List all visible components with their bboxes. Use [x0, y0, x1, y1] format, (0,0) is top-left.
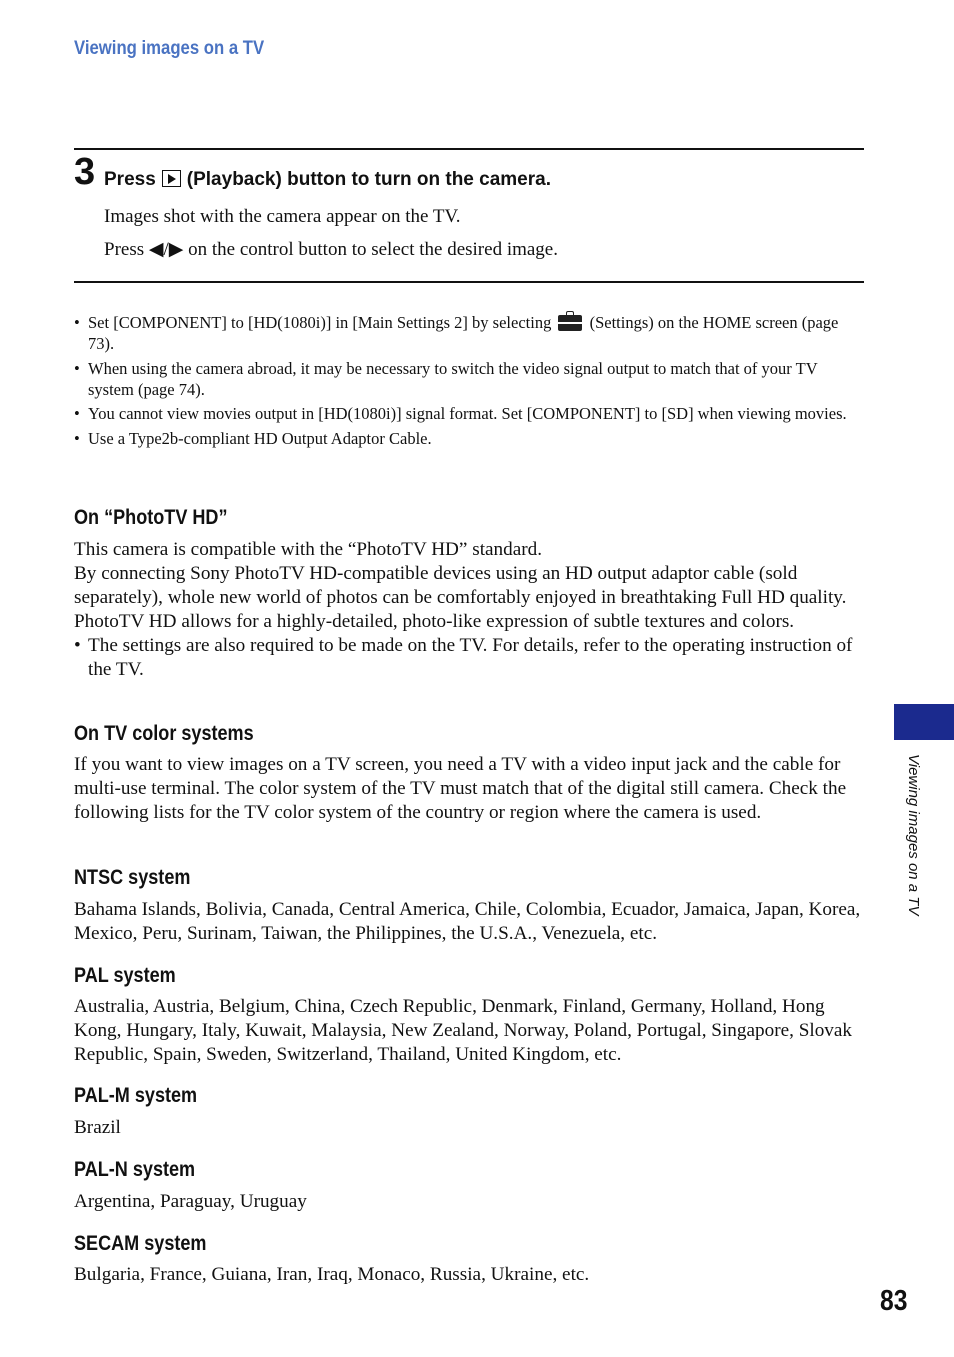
step-title-suffix: (Playback) button to turn on the camera.	[186, 169, 551, 190]
system-countries: Brazil	[74, 1117, 121, 1138]
settings-briefcase-icon	[558, 315, 582, 331]
phototv-heading: On “PhotoTV HD”	[74, 506, 228, 529]
chapter-tab	[894, 704, 954, 740]
phototv-paragraph: PhotoTV HD allows for a highly-detailed, photo-like expression of subtle textures and colors.	[74, 611, 795, 632]
bullet: •	[74, 358, 80, 378]
system-heading: PAL system	[74, 964, 176, 987]
top-rule	[74, 148, 864, 150]
phototv-bullet	[74, 634, 866, 682]
bullet: •	[74, 428, 80, 448]
step-description-1: Images shot with the camera appear on the TV.	[104, 206, 461, 227]
bullet: •	[74, 313, 80, 332]
color-systems-body: If you want to view images on a TV screen, you need a TV with a video input jack and the cable for multi-use terminal. The color system of the TV must match that of the digital still camera. Check the following lists for the TV color system of the country or region where the camera is used.	[74, 754, 847, 823]
notes-list	[74, 312, 864, 452]
note-text: You cannot view movies output in [HD(1080i)] signal format. Set [COMPONENT] to [SD] when viewing movies.	[88, 404, 847, 423]
system-heading: PAL-M system	[74, 1084, 198, 1107]
note-text-after: (Settings) on the HOME screen (page 73).	[88, 313, 839, 353]
bullet: •	[74, 635, 81, 656]
system-heading: NTSC system	[74, 866, 191, 889]
system-countries: Bahama Islands, Bolivia, Canada, Central America, Chile, Colombia, Ecuador, Jamaica, Japan, Korea, Mexico, Peru, Surinam, Taiwan, the Philippines, the U.S.A., Venezuela, etc.	[74, 899, 861, 944]
step-number: 3	[74, 151, 96, 193]
phototv-body	[74, 538, 866, 682]
note-text: When using the camera abroad, it may be necessary to switch the video signal output to match that of your TV system (page 74).	[88, 358, 818, 399]
note-text: Use a Type2b-compliant HD Output Adaptor Cable.	[88, 428, 432, 448]
bullet: •	[74, 404, 80, 423]
note-item	[74, 428, 864, 449]
system-heading: PAL-N system	[74, 1158, 196, 1181]
running-header: Viewing images on a TV	[74, 38, 265, 59]
note-item	[74, 358, 864, 400]
note-item	[74, 403, 864, 424]
step-title	[104, 169, 551, 191]
system-countries: Argentina, Paraguay, Uruguay	[74, 1191, 307, 1212]
phototv-paragraph: By connecting Sony PhotoTV HD-compatible devices using an HD output adaptor cable (sold separately), whole new world of photos can be comfortably enjoyed in breathtaking Full HD quality.	[74, 563, 847, 608]
page-number: 83	[880, 1285, 908, 1317]
phototv-paragraph: This camera is compatible with the “PhotoTV HD” standard.	[74, 539, 543, 560]
color-systems-heading: On TV color systems	[74, 722, 254, 745]
note-text-before: Set [COMPONENT] to [HD(1080i)] in [Main Settings 2] by selecting	[88, 313, 552, 332]
system-heading: SECAM system	[74, 1232, 207, 1255]
system-countries: Australia, Austria, Belgium, China, Czech Republic, Denmark, Finland, Germany, Holland, Hong Kong, Hungary, Italy, Kuwait, Malaysia, New Zealand, Norway, Poland, Portugal, Singapore, Slovak Republic, Spain, Sweden, Switzerland, Thailand, United Kingdom, etc.	[74, 996, 852, 1065]
phototv-bullet-text: The settings are also required to be made on the TV. For details, refer to the operating instruction of the TV.	[88, 635, 853, 680]
system-countries: Bulgaria, France, Guiana, Iran, Iraq, Monaco, Russia, Ukraine, etc.	[74, 1264, 590, 1285]
playback-icon	[162, 170, 181, 187]
note-item	[74, 312, 864, 354]
bottom-rule	[74, 281, 864, 283]
chapter-tab-label: Viewing images on a TV	[905, 754, 922, 916]
step-title-prefix: Press	[104, 169, 156, 190]
step-description-2: Press ◀/▶ on the control button to select the desired image.	[104, 239, 558, 260]
